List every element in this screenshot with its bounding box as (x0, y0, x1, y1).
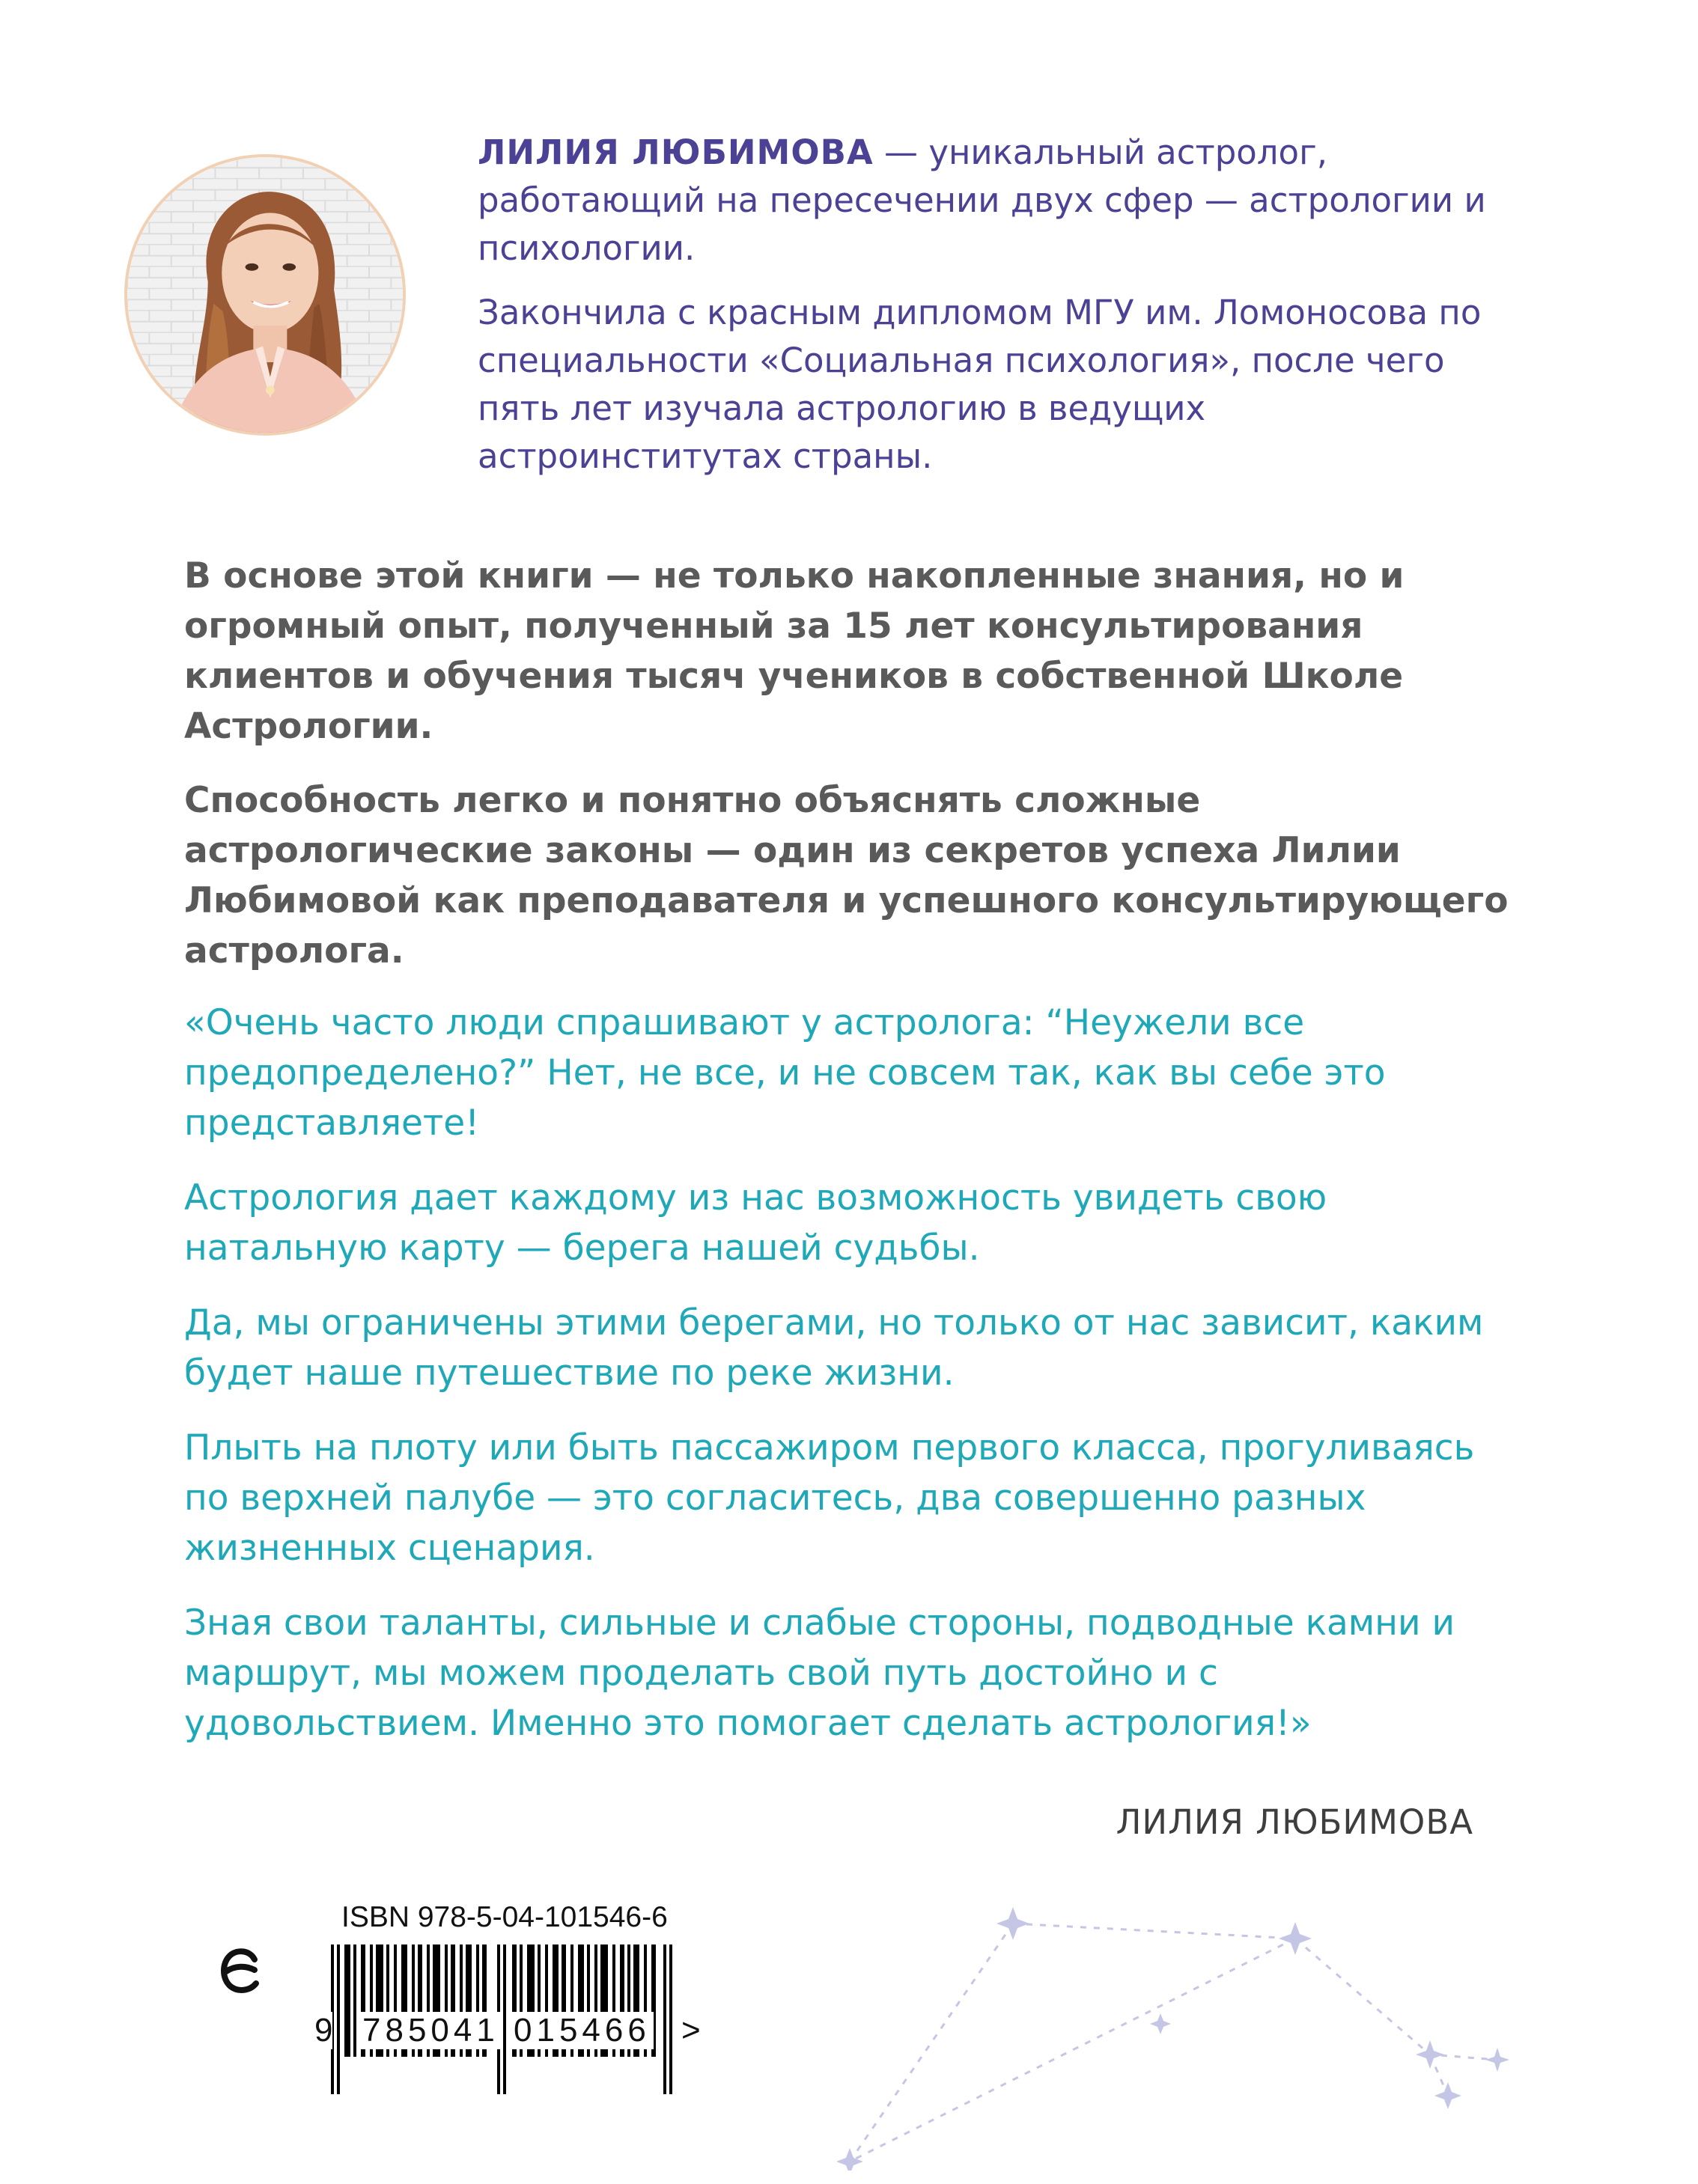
barcode-digits (314, 2012, 704, 2072)
quote-paragraph-2: Астрология дает каждому из нас возможность увидеть свою натальную карту — берега нашей судьбы. (184, 1177, 1327, 1269)
eksmo-logo-icon (219, 1944, 264, 1997)
quote-paragraph-3: Да, мы ограничены этими берегами, но только от нас зависит, каким будет наше путешествие по реке жизни. (184, 1302, 1484, 1394)
barcode-first-digit: 9 (314, 2012, 333, 2049)
author-intro-text: — уникальный астролог, работающий на пересечении двух сфер — астрологии и психологии. (478, 132, 1486, 268)
quote-paragraph-1: «Очень часто люди спрашивают у астролога: “Неужели все предопределено?” Нет, не все, и не совсем так, как вы себе это представляете! (184, 1002, 1386, 1144)
barcode-right-group: 015466 (511, 2012, 654, 2049)
isbn-number: ISBN 978-5-04-101546-6 (341, 1901, 668, 1933)
description-paragraph-1: В основе этой книги — не только накопленные знания, но и огромный опыт, полученный за 15 лет консультирования клиентов и обучения тысяч учеников в собственной Школе Астрологии. (184, 555, 1405, 747)
barcode-left-group: 785041 (359, 2012, 502, 2049)
barcode-end-mark: > (681, 2012, 701, 2049)
author-intro-paragraph (478, 129, 1496, 272)
author-bio (478, 129, 1496, 497)
book-description (184, 551, 1517, 1000)
author-photo-illustration (127, 157, 403, 433)
quote-paragraph-5: Зная свои таланты, сильные и слабые стороны, подводные камни и маршрут, мы можем проделать свой путь достойно и с удовольствием. Именно это помогает сделать астрология!» (184, 1602, 1455, 1744)
author-photo (124, 154, 406, 436)
author-name: ЛИЛИЯ ЛЮБИМОВА (478, 132, 874, 172)
description-paragraph-2: Способность легко и понятно объяснять сложные астрологические законы — один из секретов успеха Лилии Любимовой как преподавателя и успешного консультирующего астролога. (184, 780, 1509, 971)
quote-signature: ЛИЛИЯ ЛЮБИМОВА (1116, 1802, 1473, 1842)
constellation-icon (824, 1871, 1602, 2171)
author-quote (184, 998, 1517, 1773)
author-education: Закончила с красным дипломом МГУ им. Ломоносова по специальности «Социальная психология», после чего пять лет изучала астрологию в ведущих астроинститутах страны. (478, 293, 1482, 476)
quote-paragraph-4: Плыть на плоту или быть пассажиром первого класса, прогуливаясь по верхней палубе — это согласитесь, два совершенно разных жизненных сценария. (184, 1427, 1475, 1569)
